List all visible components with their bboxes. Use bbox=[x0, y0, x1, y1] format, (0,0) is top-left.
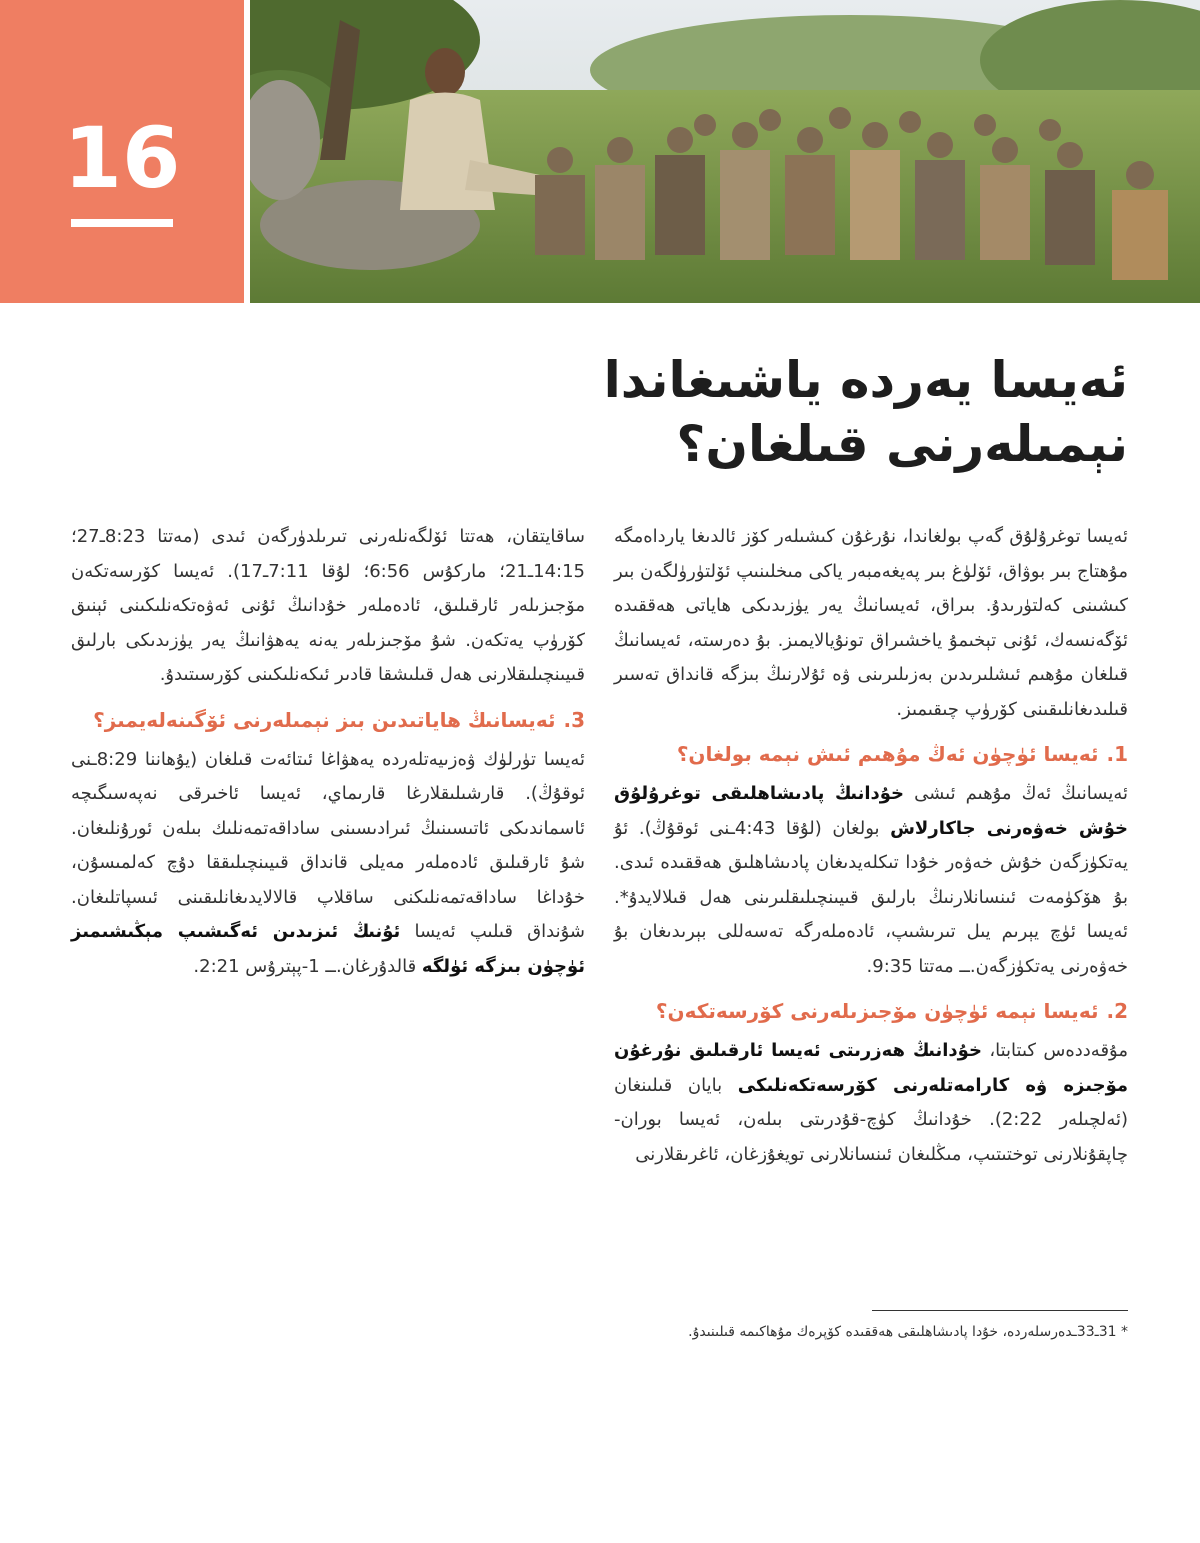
question-1-heading bbox=[614, 737, 1128, 771]
lesson-number-box bbox=[0, 0, 244, 303]
continuation-paragraph: ساقايتقان، ھەتتا ئۆلگەنلەرنى تىرىلدۈرگەن ئىدى (مەتتا 8:23ـ27؛ 14:15ـ21؛ ماركۇس 6:56؛ لۇقا 7:11ـ17). ئەيسا كۆرسەتكەن مۆجىزىلەر ئارقىلىق، ئادەملەر خۇدانىڭ ئۇنى ئەۋەتكەنلىكىنى ئېنىق كۆرۈپ يەتكەن. شۇ مۆجىزىلەر يەنە يەھۋانىڭ يەر يۈزىدىكى بارلىق قىيىنچىلىقلارنى ھەل قىلىشقا قادىر ئىكەنلىكىنى كۆرسىتىدۇ. bbox=[71, 526, 586, 685]
question-text: ئەيسا ئۈچۈن ئەڭ مۇھىم ئىش نېمە بولغان؟ bbox=[676, 742, 1099, 766]
question-number: 3. bbox=[563, 707, 585, 732]
question-3-heading bbox=[71, 703, 585, 737]
lesson-number: 16 bbox=[63, 109, 181, 207]
question-2-paragraph: مۇقەددەس كىتابتا، خۇدانىڭ ھەزرىتى ئەيسا ئارقىلىق نۇرغۇن مۆجىزە ۋە كارامەتلەرنى كۆرسەتكەنلىكى بايان قىلىنغان (ئەلچىلەر 2:22). خۇدانىڭ كۈچ-قۇدرىتى بىلەن، ئەيسا بوران-چاپقۇنلارنى توختىتىپ، مىڭلىغان ئىنسانلارنى تويغۇزغان، ئاغرىقلارنى bbox=[614, 1040, 1129, 1165]
footnote-divider bbox=[872, 1310, 1128, 1311]
lesson-number-underline bbox=[71, 219, 173, 227]
question-text: ئەيسا نېمە ئۈچۈن مۆجىزىلەرنى كۆرسەتكەن؟ bbox=[655, 999, 1099, 1023]
page-title: ئەيسا يەردە ياشىغاندا نېمىلەرنى قىلغان؟ bbox=[603, 351, 1128, 473]
intro-paragraph: ئەيسا توغرۇلۇق گەپ بولغاندا، نۇرغۇن كىشىلەر كۆز ئالدىغا يارداەمگە مۇھتاج بىر بوۋاق، ئۆلۈغ بىر پەيغەمبەر ياكى مىخلىنىپ ئۆلتۈرۈلگەن بىر كىشىنى كەلتۈرىدۇ. بىراق، ئەيسانىڭ يەر يۈزىدىكى ھاياتى ھەققىدە ئۆگەنسەك، ئۇنى تېخىمۇ ياخشىراق تونۇيالايمىز. بۇ دەرستە، ئەيسانىڭ قىلغان مۇھىم ئىشلىرىدىن بەزىلىرىنى ۋە ئۇلارنىڭ بىزگە قانداق تەسىر قىلىدىغانلىقىنى كۆرۈپ چىقىمىز. bbox=[614, 526, 1128, 720]
footnote: * 31ـ33ـدەرسلەردە، خۇدا پادىشاھلىقى ھەققىدە كۆپرەك مۇھاكىمە قىلىنىدۇ. bbox=[688, 1324, 1128, 1340]
question-2-heading bbox=[614, 994, 1128, 1028]
question-number: 1. bbox=[1106, 742, 1128, 766]
question-1-paragraph: ئەيسانىڭ ئەڭ مۇھىم ئىشى خۇدانىڭ پادىشاھلىقى توغرۇلۇق خۇش خەۋەرنى جاكارلاش بولغان (لۇقا 4:43ـنى ئوقۇڭ). ئۇ يەتكۈزگەن خۇش خەۋەر خۇدا تىكلەيدىغان پادىشاھلىق ھەققىدە ئىدى. بۇ ھۆكۈمەت ئىنسانلارنىڭ بارلىق قىيىنچىلىقلىرىنى ھەل قىلالايدۇ*. ئەيسا ئۈچ يېرىم يىل تىرىشىپ، ئادەملەرگە تەسەللى بېرىدىغان بۇ خەۋەرنى يەتكۈزگەن.ــ مەتتا 9:35. bbox=[614, 783, 1128, 977]
question-number: 2. bbox=[1106, 999, 1128, 1023]
left-column bbox=[71, 520, 585, 984]
right-column bbox=[614, 520, 1128, 1172]
question-3-paragraph: ئەيسا تۈرلۈك ۋەزىيەتلەردە يەھۋاغا ئىتائەت قىلغان (يۇھاننا 8:29ـنى ئوقۇڭ). قارشىلىقلارغا قارىماي، ئەيسا ئاخىرقى نەپەسىگىچە ئاسماندىكى ئاتىسىنىڭ ئىرادىسىنى ساداقەتمەنلىك بىلەن ئورۇنلىغان. شۇ ئارقىلىق ئادەملەر مەيلى قانداق قىيىنچىلىققا دۇچ كەلمىسۇن، خۇداغا ساداقەتمەنلىكنى ساقلاپ قالالايدىغانلىقىنى ئىسپاتلىغان. شۇنداق قىلىپ ئەيسا ئۇنىڭ ئىزىدىن ئەگىشىپ مېڭىشىمىز ئۈچۈن بىزگە ئۈلگە قالدۇرغان.ــ 1-پېترۇس 2:21. bbox=[71, 748, 585, 977]
question-text: ئەيسانىڭ ھاياتىدىن بىز نېمىلەرنى ئۆگىنەلەيمىز؟ bbox=[93, 707, 556, 732]
crowd-illustration bbox=[250, 0, 1200, 303]
hero-image bbox=[250, 0, 1200, 303]
